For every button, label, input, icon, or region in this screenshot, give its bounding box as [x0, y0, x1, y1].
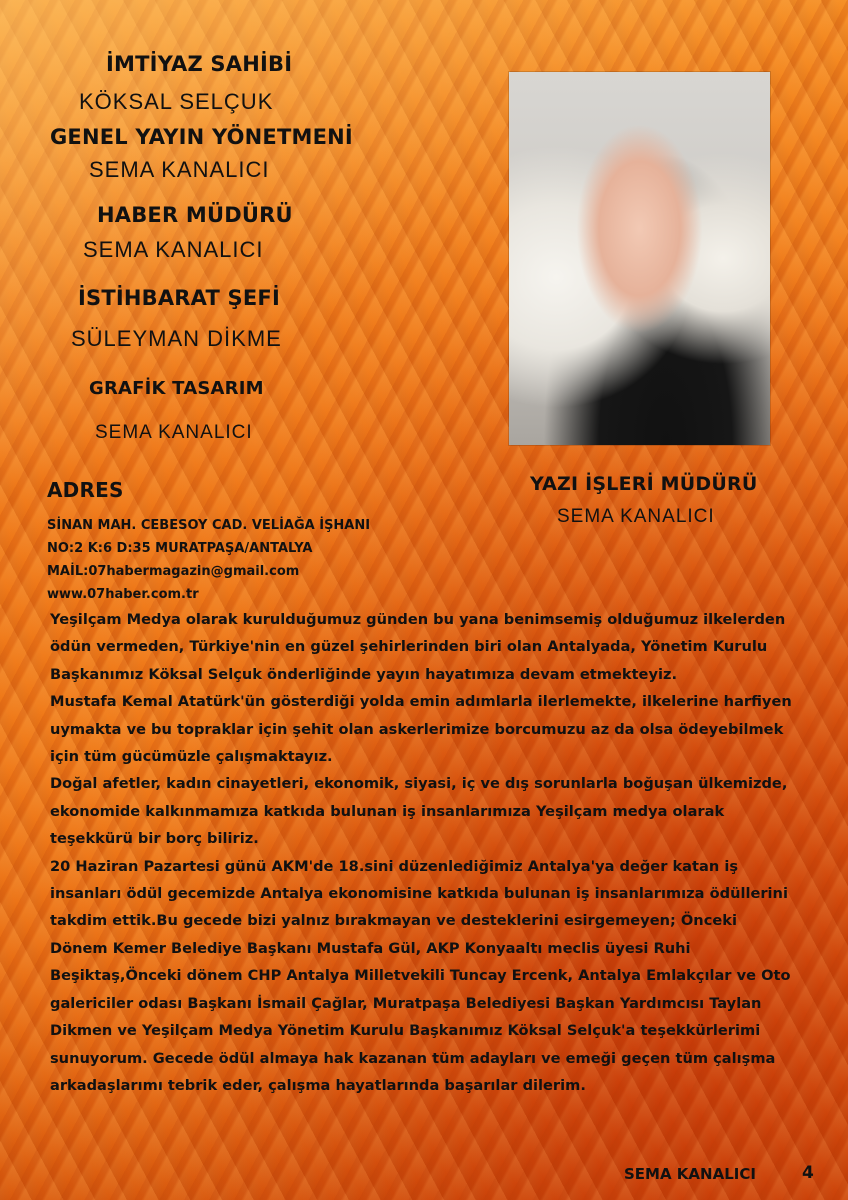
intel-name: SÜLEYMAN DİKME	[71, 326, 282, 351]
address-line-1: SİNAN MAH. CEBESOY CAD. VELİAĞA İŞHANI	[47, 518, 371, 533]
page-number: 4	[802, 1163, 814, 1183]
owner-title: İMTİYAZ SAHİBİ	[106, 52, 293, 76]
writing-name: SEMA KANALICI	[557, 506, 715, 527]
address-heading: ADRES	[47, 478, 124, 502]
writing-title: YAZI İŞLERİ MÜDÜRÜ	[530, 473, 758, 495]
editor-name: SEMA KANALICI	[89, 157, 270, 182]
paragraph: 20 Haziran Pazartesi günü AKM'de 18.sini düzenlediğimiz Antalya'ya değer katan iş insanları ödül gecemizde Antalya ekonomisine katkıda bulunan iş insanlarımıza ödüllerini takdim ettik.Bu gecede bizi yalnız bırakmayan ve desteklerini esirgemeyen; Önceki Dönem Kemer Belediye Başkanı Mustafa Gül, AKP Konyaaltı meclis üyesi Ruhi Beşiktaş,Önceki dönem CHP Antalya Milletvekili Tuncay Ercenk, Antalya Emlakçılar ve Oto galericiler odası Başkanı İsmail Çağlar, Muratpaşa Belediyesi Başkan Yardımcısı Taylan Dikmen ve Yeşilçam Medya Yönetim Kurulu Başkanımız Köksal Selçuk'a teşekkürlerimi sunuyorum. Gecede ödül almaya hak kazanan tüm adayları ve emeği geçen tüm çalışma arkadaşlarımı tebrik eder, çalışma hayatlarında başarılar dilerim.	[50, 857, 791, 1094]
footer-author: SEMA KANALICI	[624, 1165, 756, 1183]
address-web: www.07haber.com.tr	[47, 587, 199, 602]
paragraph: Yeşilçam Medya olarak kurulduğumuz günden bu yana benimsemiş olduğumuz ilkelerden ödün vermeden, Türkiye'nin en güzel şehirlerinden biri olan Antalyada, Yönetim Kurulu Başkanımız Köksal Selçuk önderliğinde yayın hayatımıza devam etmekteyiz.	[50, 611, 786, 683]
editor-title: GENEL YAYIN YÖNETMENİ	[50, 125, 353, 149]
news-title: HABER MÜDÜRÜ	[97, 203, 293, 227]
graphic-title: GRAFİK TASARIM	[89, 378, 264, 399]
owner-name: KÖKSAL SELÇUK	[79, 89, 274, 114]
portrait-photo	[509, 72, 770, 445]
address-mail: MAİL:07habermagazin@gmail.com	[47, 564, 300, 579]
intel-title: İSTİHBARAT ŞEFİ	[78, 286, 280, 310]
body-text	[50, 606, 794, 1099]
paragraph: Mustafa Kemal Atatürk'ün gösterdiği yolda emin adımlarla ilerlemekte, ilkelerine harfiyen uymakta ve bu topraklar için şehit olan askerlerimize borcumuzu az da olsa ödeyebilmek için tüm gücümüzle çalışmaktayız.	[50, 693, 792, 766]
address-line-2: NO:2 K:6 D:35 MURATPAŞA/ANTALYA	[47, 541, 313, 556]
paragraph: Doğal afetler, kadın cinayetleri, ekonomik, siyasi, iç ve dış sorunlarla boğuşan ülkemizde, ekonomide kalkınmamıza katkıda bulunan iş insanlarımıza Yeşilçam medya olarak teşekkürü bir borç biliriz.	[50, 775, 788, 848]
news-name: SEMA KANALICI	[83, 237, 264, 262]
graphic-name: SEMA KANALICI	[95, 422, 253, 443]
